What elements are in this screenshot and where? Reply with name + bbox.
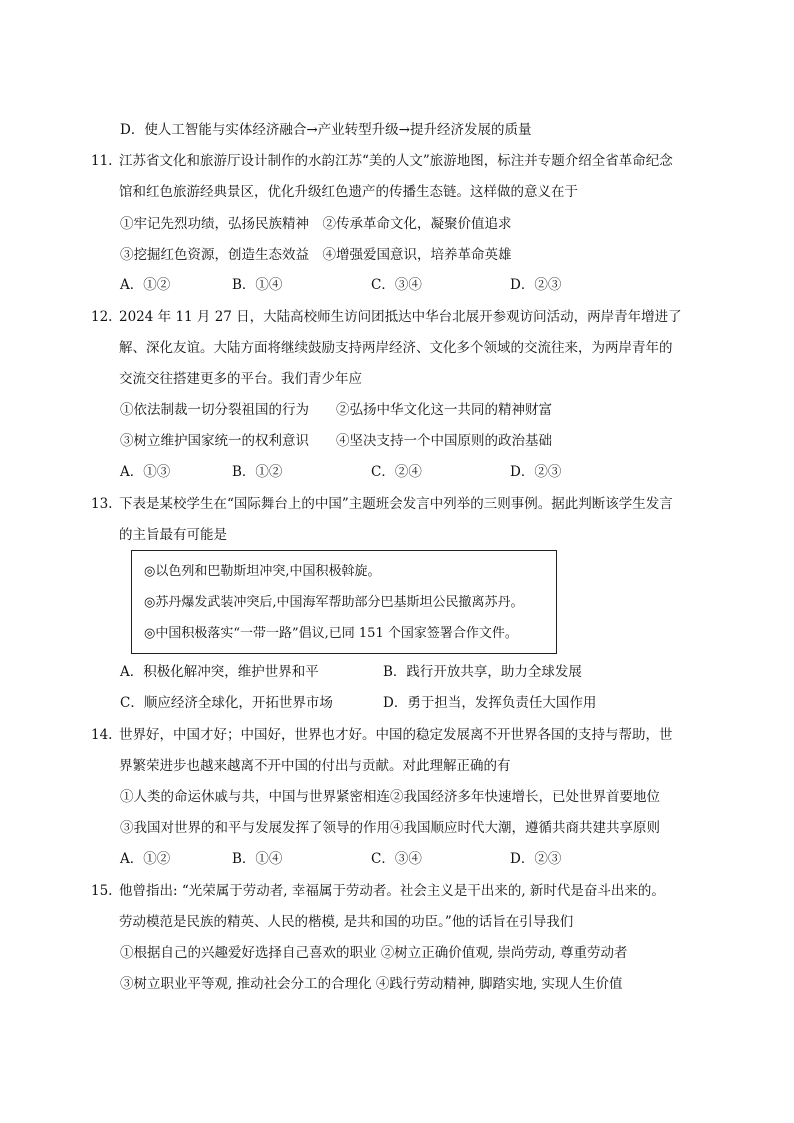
statement-line: ③树立维护国家统一的权利意识 ④坚决支持一个中国原则的政治基础 [120,433,552,449]
question-stem-line: 江苏省文化和旅游厅设计制作的水韵江苏“美的人文”旅游地图，标注并专题介绍全省革命纪念 [119,153,673,169]
example-table [131,550,557,654]
example-item: ◎中国积极落实“一带一路”倡议,已同 151 个国家签署合作文件。 [144,626,518,641]
question-number: 11. [91,153,113,169]
choice-a[interactable]: A．积极化解冲突，维护世界和平 [120,664,319,680]
question-stem-line: 界繁荣进步也越来越离不开中国的付出与贡献。对此理解正确的有 [119,758,511,774]
question-stem-line: 2024 年 11 月 27 日，大陆高校师生访问团抵达中华台北展开参观访问活动，两岸青年增进了 [119,309,682,325]
question-number: 13. [91,496,113,512]
statement-line: ①根据自己的兴趣爱好选择自己喜欢的职业 ②树立正确价值观, 崇尚劳动, 尊重劳动者 [120,945,628,961]
statement-line: ③挖掘红色资源，创造生态效益 ④增强爱国意识，培养革命英雄 [120,247,512,263]
choice-c[interactable]: C．③④ [371,851,422,867]
statement-line: ③树立职业平等观, 推动社会分工的合理化 ④践行劳动精神, 脚踏实地, 实现人生价值 [120,976,623,992]
question-stem-line: 交流交往搭建更多的平台。我们青少年应 [119,371,362,387]
question-stem-line: 他曾指出: “光荣属于劳动者, 幸福属于劳动者。社会主义是干出来的, 新时代是奋斗出来的。 [119,883,665,899]
question-stem-line: 解、深化友谊。大陆方面将继续鼓励支持两岸经济、文化多个领域的交流往来，为两岸青年的 [119,340,673,356]
question-stem-line: 劳动模范是民族的精英、人民的楷模, 是共和国的功臣。”他的话旨在引导我们 [119,914,574,930]
choice-c[interactable]: C．②④ [371,464,422,480]
answer-choices [120,850,580,868]
choice-b[interactable]: B．①④ [232,277,283,293]
question-stem-line: 馆和红色旅游经典景区，优化升级红色遗产的传播生态链。这样做的意义在于 [119,184,578,200]
choice-d[interactable]: D．②③ [510,277,562,293]
choice-a[interactable]: A．①② [120,851,171,867]
choice-a[interactable]: A．①③ [120,464,171,480]
statement-line: ①人类的命运休戚与共，中国与世界紧密相连②我国经济多年快速增长，已处世界首要地位 [120,789,660,805]
statement-line: ①牢记先烈功绩，弘扬民族精神 ②传承革命文化，凝聚价值追求 [120,216,512,232]
choice-d[interactable]: D．②③ [510,464,562,480]
question-stem-line: 下表是某校学生在“国际舞台上的中国”主题班会发言中列举的三则事例。据此判断该学生发言 [119,496,673,512]
choice-d[interactable]: D．勇于担当，发挥负责任大国作用 [383,695,597,711]
choice-a[interactable]: A．①② [120,277,171,293]
statement-line: ①依法制裁一切分裂祖国的行为 ②弘扬中华文化这一共同的精神财富 [120,402,552,418]
question-stem-line: 的主旨最有可能是 [119,527,227,543]
choice-b[interactable]: B．①④ [232,851,283,867]
question-number: 15. [91,883,113,899]
answer-choices [120,463,580,481]
answer-choices [120,694,620,712]
choice-d[interactable]: D．②③ [510,851,562,867]
choice-c[interactable]: C．顺应经济全球化，开拓世界市场 [120,695,333,711]
question-stem-line: 世界好，中国才好；中国好，世界也才好。中国的稳定发展离不开世界各国的支持与帮助，世 [119,727,673,743]
choice-b[interactable]: B．①② [232,464,283,480]
answer-choices [120,276,580,294]
answer-choices [120,663,620,681]
choice-b[interactable]: B．践行开放共享，助力全球发展 [383,664,582,680]
choice-c[interactable]: C．③④ [371,277,422,293]
question-number: 12. [91,309,113,325]
example-item: ◎苏丹爆发武装冲突后,中国海军帮助部分巴基斯坦公民撤离苏丹。 [144,595,524,610]
example-item: ◎以色列和巴勒斯坦冲突,中国积极斡旋。 [144,564,381,579]
prev-option-d: D．使人工智能与实体经济融合→产业转型升级→提升经济发展的质量 [120,122,532,138]
statement-line: ③我国对世界的和平与发展发挥了领导的作用④我国顺应时代大潮，遵循共商共建共享原则 [120,820,660,836]
question-number: 14. [91,727,113,743]
